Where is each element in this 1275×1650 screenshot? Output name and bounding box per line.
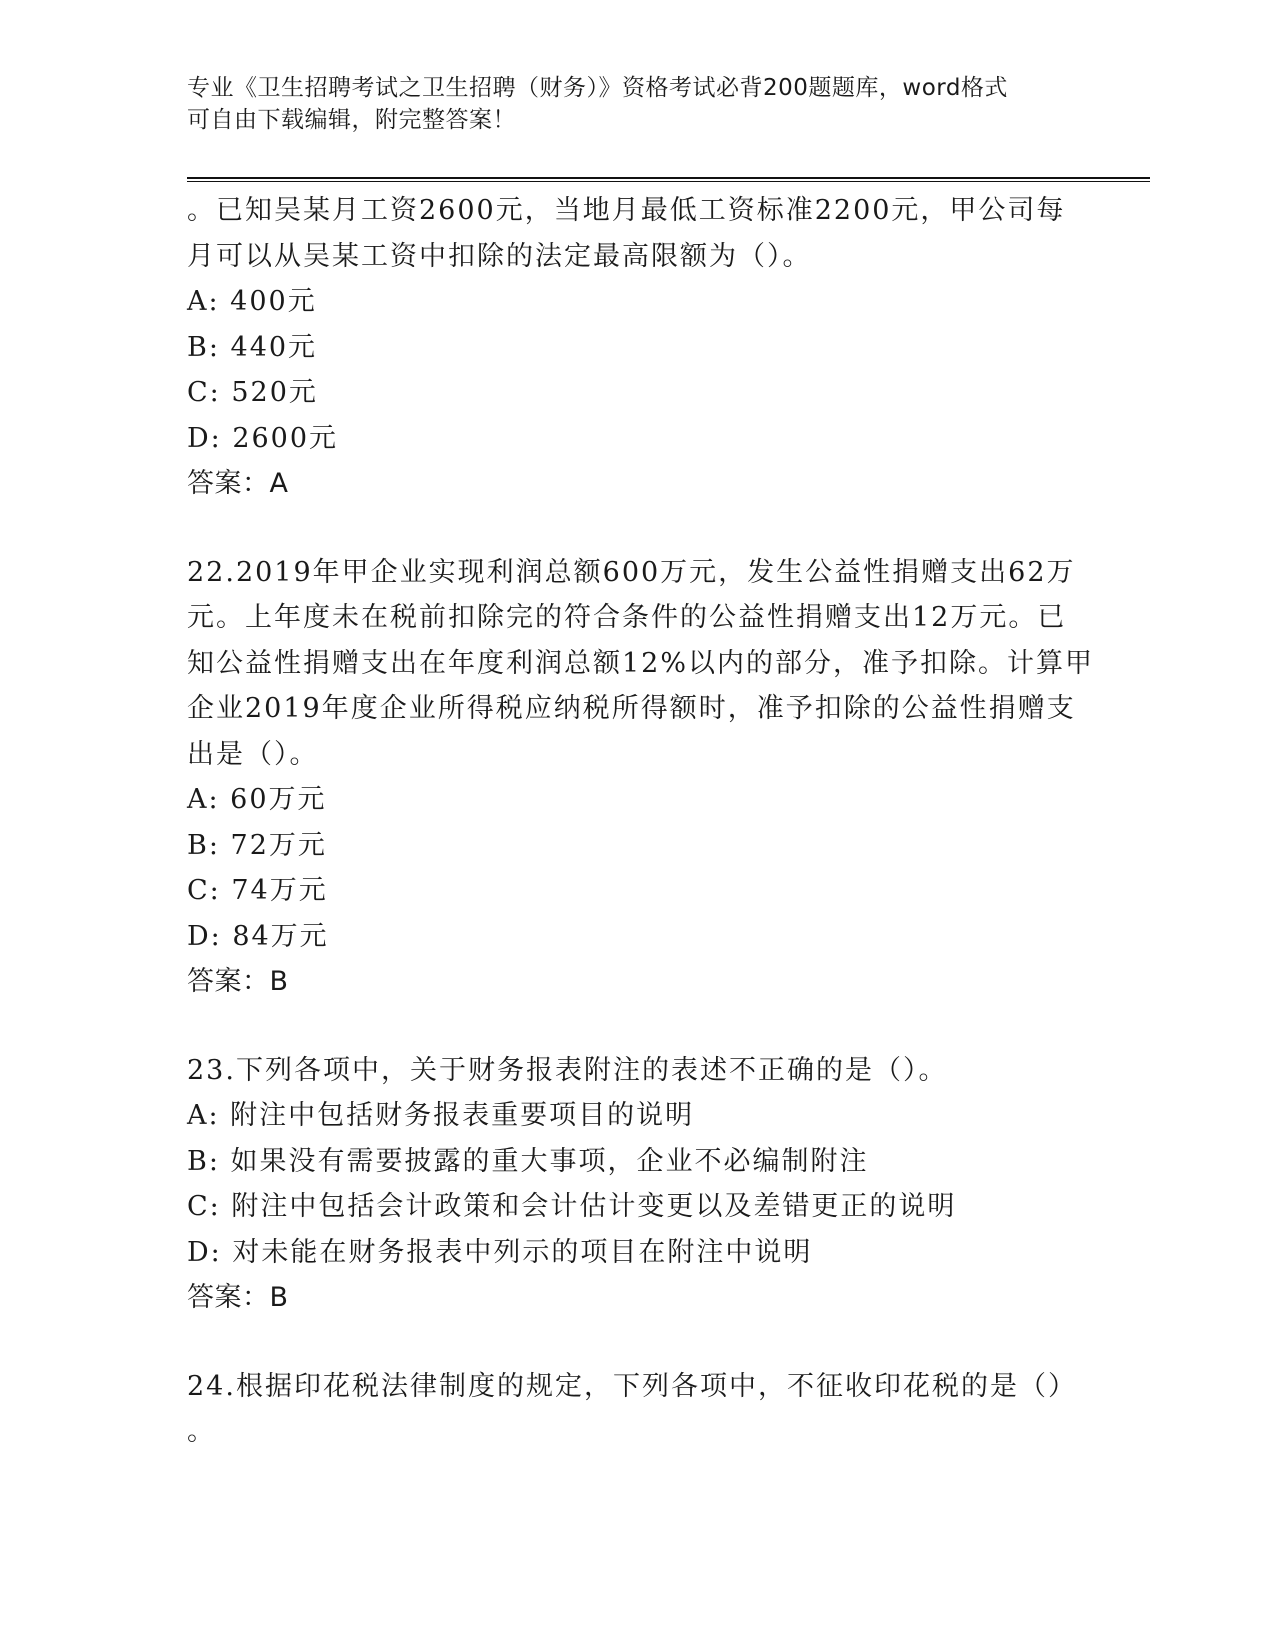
question-stem: 。已知吴某月工资2600元，当地月最低工资标准2200元，甲公司每 xyxy=(187,195,1066,226)
header-divider xyxy=(187,177,1150,182)
question-stem: 知公益性捐赠支出在年度利润总额12%以内的部分，准予扣除。计算甲 xyxy=(187,647,1095,679)
spacer xyxy=(187,1005,1077,1048)
answer: 答案：B xyxy=(187,966,289,997)
question-stem: 企业2019年度企业所得税应纳税所得额时，准予扣除的公益性捐赠支 xyxy=(187,693,1076,724)
question-stem: 月可以从吴某工资中扣除的法定最高限额为（）。 xyxy=(187,240,812,272)
spacer xyxy=(187,1321,1077,1364)
question-23 xyxy=(187,1048,1077,1321)
answer: 答案：A xyxy=(187,468,289,499)
option-c: C: 74万元 xyxy=(187,875,328,906)
question-list xyxy=(187,188,1095,1455)
question-stem: 23.下列各项中，关于财务报表附注的表述不正确的是（）。 xyxy=(187,1054,948,1086)
option-c: C: 附注中包括会计政策和会计估计变更以及差错更正的说明 xyxy=(187,1191,957,1222)
option-a: A: 400元 xyxy=(187,286,317,317)
option-b: B: 440元 xyxy=(187,331,318,363)
option-d: D: 2600元 xyxy=(187,422,339,454)
header-line-2: 可自由下载编辑，附完整答案！ xyxy=(187,107,516,133)
spacer xyxy=(187,507,1077,550)
question-stem: 24.根据印花税法律制度的规定，下列各项中，不征收印花税的是（） xyxy=(187,1370,1077,1402)
question-21 xyxy=(187,188,1077,507)
option-d: D: 对未能在财务报表中列示的项目在附注中说明 xyxy=(187,1236,813,1268)
question-22 xyxy=(187,550,1095,1005)
header-line-1: 专业《卫生招聘考试之卫生招聘（财务）》资格考试必背200题题库，word格式 xyxy=(187,75,1008,101)
option-d: D: 84万元 xyxy=(187,920,329,952)
option-a: A: 60万元 xyxy=(187,784,327,815)
question-24 xyxy=(187,1364,1077,1455)
question-stem: 出是（）。 xyxy=(187,738,319,770)
option-b: B: 如果没有需要披露的重大事项，企业不必编制附注 xyxy=(187,1145,869,1177)
option-b: B: 72万元 xyxy=(187,829,327,861)
option-a: A: 附注中包括财务报表重要项目的说明 xyxy=(187,1100,695,1131)
option-c: C: 520元 xyxy=(187,377,318,408)
document-header xyxy=(187,72,1067,136)
question-stem: 。 xyxy=(187,1416,216,1447)
answer: 答案：B xyxy=(187,1282,289,1313)
question-stem: 元。上年度未在税前扣除完的符合条件的公益性捐赠支出12万元。已 xyxy=(187,602,1067,633)
question-stem: 22.2019年甲企业实现利润总额600万元，发生公益性捐赠支出62万 xyxy=(187,556,1076,588)
